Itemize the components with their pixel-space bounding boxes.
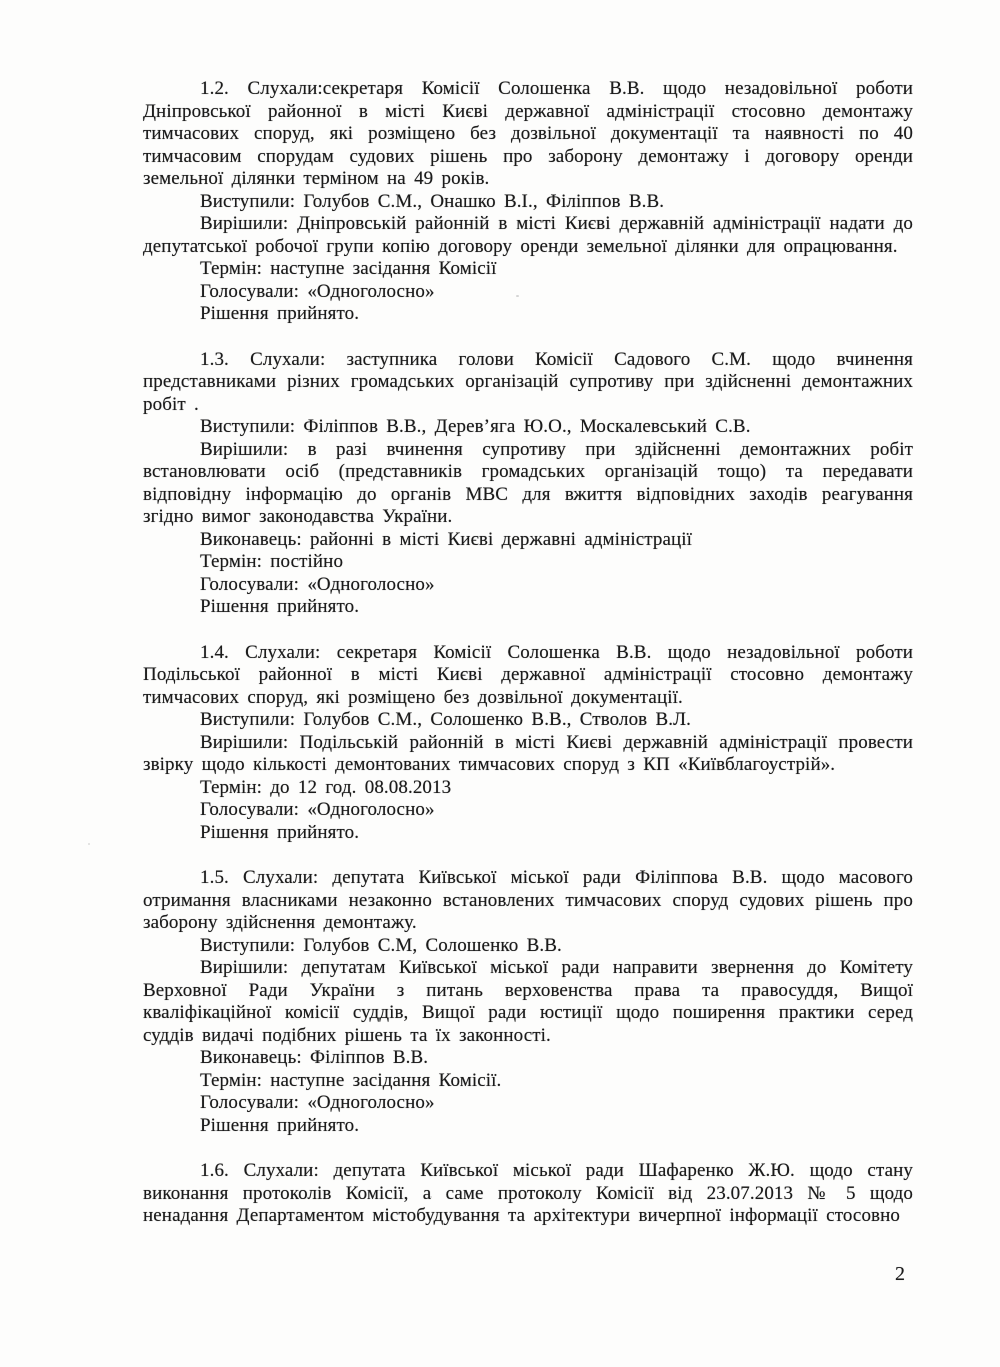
paragraph: 1.2. Слухали:секретаря Комісії Солошенка В.В. щодо незадовільної роботи Дніпровської районної в місті Києві державної адміністрації стосовно демонтажу тимчасових споруд, які розміщено без дозвільної документації та наявності по 40 тимчасовим спорудам судових рішень про заборону демонтажу і договору оренди земельної ділянки терміном на 49 років. xyxy=(143,78,913,189)
paragraph: Рішення прийнято. xyxy=(200,596,360,617)
section-1-6 xyxy=(143,1160,913,1228)
paragraph: Виступили: Голубов С.М, Солошенко В.В. xyxy=(200,934,562,956)
document-content xyxy=(143,78,913,1228)
paragraph: Вирішили: Дніпровській районній в місті Києві державній адміністрації надати до депутатської робочої групи копію договору оренди земельної ділянки для опрацювання. xyxy=(143,213,913,257)
paragraph: 1.5. Слухали: депутата Київської міської ради Філіппова В.В. щодо масового отримання власниками незаконно встановлених тимчасових споруд судових рішень про заборону здійснення демонтажу. xyxy=(143,867,913,933)
paragraph: Вирішили: в разі вчинення супротиву при здійсненні демонтажних робіт встановлювати осіб (представників громадських організацій тощо) та передавати відповідну інформацію до органів МВС для вжиття відповідних заходів реагування згідно вимог законодавства України. xyxy=(143,438,913,527)
paragraph: Виступили: Голубов С.М., Солошенко В.В., Стволов В.Л. xyxy=(200,709,691,730)
paragraph: 1.4. Слухали: секретаря Комісії Солошенка В.В. щодо незадовільної роботи Подільської районної в місті Києві державної адміністрації стосовно демонтажу тимчасових споруд, які розміщено без дозвільної документації. xyxy=(143,641,913,708)
paragraph: 1.6. Слухали: депутата Київської міської ради Шафаренко Ж.Ю. щодо стану виконання протоколів Комісії, а саме протоколу Комісії від 23.07.2013 № 5 щодо ненадання Департаментом містобудування та архітектури вичерпної інформації стосовно xyxy=(143,1160,913,1226)
paragraph: Вирішили: Подільській районній в місті Києві державній адміністрації провести звірку щодо кількості демонтованих тимчасових споруд з КП «Київблагоустрій». xyxy=(143,731,913,775)
paragraph: Голосували: «Одноголосно» xyxy=(200,1092,435,1113)
paragraph: Виконавець: районні в місті Києві державні адміністрації xyxy=(200,528,693,550)
scan-speck xyxy=(430,1196,432,1198)
section-1-5 xyxy=(143,867,913,1137)
paragraph: Рішення прийнято. xyxy=(200,1114,360,1136)
paragraph: Виступили: Голубов С.М., Онашко В.І., Філіппов В.В. xyxy=(200,190,665,212)
paragraph: Рішення прийнято. xyxy=(200,821,360,843)
section-1-3 xyxy=(143,349,913,619)
page-number: 2 xyxy=(895,1263,905,1285)
paragraph: Термін: наступне засідання Комісії. xyxy=(200,1069,502,1091)
paragraph: Виступили: Філіппов В.В., Дерев’яга Ю.О., Москалевський С.В. xyxy=(200,416,751,437)
paragraph: 1.3. Слухали: заступника голови Комісії Садового С.М. щодо вчинення представниками різних громадських організацій супротиву при здійсненні демонтажних робіт . xyxy=(143,348,913,415)
section-1-4 xyxy=(143,642,913,845)
paragraph: Виконавець: Філіппов В.В. xyxy=(200,1047,429,1068)
scan-speck xyxy=(516,295,519,297)
paragraph: Голосували: «Одноголосно» xyxy=(200,573,435,595)
paragraph: Голосували: «Одноголосно» xyxy=(200,280,435,302)
paragraph: Термін: до 12 год. 08.08.2013 xyxy=(200,776,452,798)
paragraph: Рішення прийнято. xyxy=(200,303,360,324)
paragraph: Термін: постійно xyxy=(200,551,344,572)
paragraph: Термін: наступне засідання Комісії xyxy=(200,258,497,279)
scan-speck xyxy=(88,843,90,845)
paragraph: Вирішили: депутатам Київської міської ради направити звернення до Комітету Верховної Ради України з питань верховенства права та правосуддя, Вищої кваліфікаційної комісії суддів, Вищої ради юстиції щодо поширення практики серед суддів видачі подібних рішень та їх законності. xyxy=(143,957,913,1046)
section-1-2 xyxy=(143,78,913,326)
paragraph: Голосували: «Одноголосно» xyxy=(200,799,435,820)
